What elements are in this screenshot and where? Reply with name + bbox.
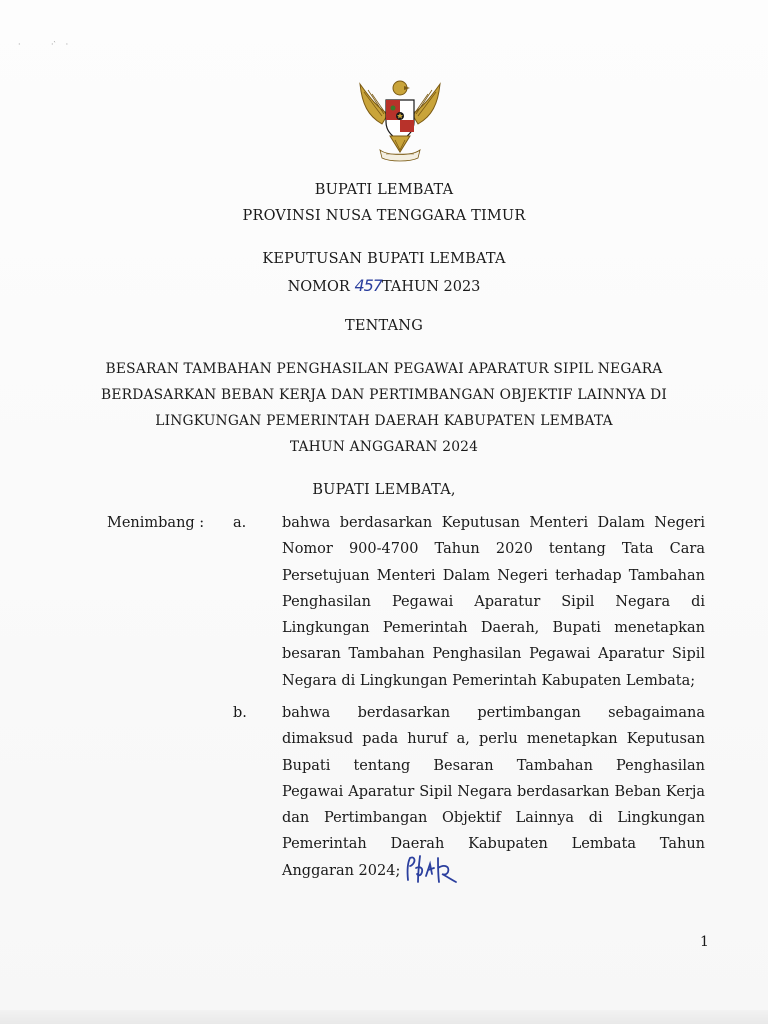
handwritten-number: 457 — [354, 276, 382, 295]
header-line-2: PROVINSI NUSA TENGGARA TIMUR — [242, 208, 526, 224]
consideration-a-line: besaran Tambahan Penghasilan Pegawai Aparatur Sipil — [282, 646, 705, 663]
consideration-b — [282, 700, 705, 884]
consideration-a-line: bahwa berdasarkan Keputusan Menteri Dalam Negeri — [282, 515, 705, 531]
scan-artifact: · ·‵ · — [18, 40, 69, 49]
consideration-b-line: Pegawai Aparatur Sipil Negara berdasarkan Beban Kerja — [282, 783, 705, 800]
nomor-suffix: TAHUN 2023 — [381, 279, 481, 295]
header-line-1: BUPATI LEMBATA — [314, 182, 454, 198]
subject-line-4: TAHUN ANGGARAN 2024 — [289, 439, 479, 455]
consideration-b-line: Pemerintah Daerah Kabupaten Lembata Tahun — [282, 836, 705, 853]
consideration-a-line: Persetujuan Menteri Dalam Negeri terhadap Tambahan — [282, 567, 705, 584]
consideration-a-line: Lingkungan Pemerintah Daerah, Bupati menetapkan — [282, 620, 705, 637]
consideration-a-line: Negara di Lingkungan Pemerintah Kabupaten Lembata; — [282, 672, 696, 689]
item-marker-a: a. — [233, 515, 247, 531]
decree-number-line — [0, 276, 768, 295]
consideration-a-line: Nomor 900-4700 Tahun 2020 tentang Tata Cara — [282, 541, 705, 558]
scan-edge — [0, 1010, 768, 1024]
consideration-b-line: Bupati tentang Besaran Tambahan Penghasilan — [282, 757, 705, 774]
menimbang-label: Menimbang : — [107, 515, 205, 531]
item-marker-b: b. — [233, 705, 247, 721]
consideration-a-line: Penghasilan Pegawai Aparatur Sipil Negara di — [282, 593, 705, 610]
tentang-label: TENTANG — [345, 318, 423, 334]
nomor-prefix: NOMOR — [287, 279, 355, 295]
consideration-b-line: dimaksud pada huruf a, perlu menetapkan Keputusan — [282, 731, 705, 748]
garuda-emblem-icon — [352, 70, 448, 162]
decree-title: KEPUTUSAN BUPATI LEMBATA — [262, 251, 506, 267]
page-number: 1 — [700, 934, 709, 950]
subject-line-1: BESARAN TAMBAHAN PENGHASILAN PEGAWAI APARATUR SIPIL NEGARA — [105, 361, 663, 377]
subject-line-2: BERDASARKAN BEBAN KERJA DAN PERTIMBANGAN OBJEKTIF LAINNYA DI — [101, 387, 667, 403]
consideration-b-line: bahwa berdasarkan pertimbangan sebagaimana — [282, 705, 705, 721]
consideration-a — [282, 510, 705, 694]
consideration-b-line: Anggaran 2024; — [282, 862, 401, 879]
subject-line-3: LINGKUNGAN PEMERINTAH DAERAH KABUPATEN LEMBATA — [155, 413, 613, 429]
paraf-signature-icon — [404, 852, 460, 886]
consideration-b-line: dan Pertimbangan Objektif Lainnya di Lingkungan — [282, 810, 705, 827]
authority-heading: BUPATI LEMBATA, — [312, 482, 456, 498]
